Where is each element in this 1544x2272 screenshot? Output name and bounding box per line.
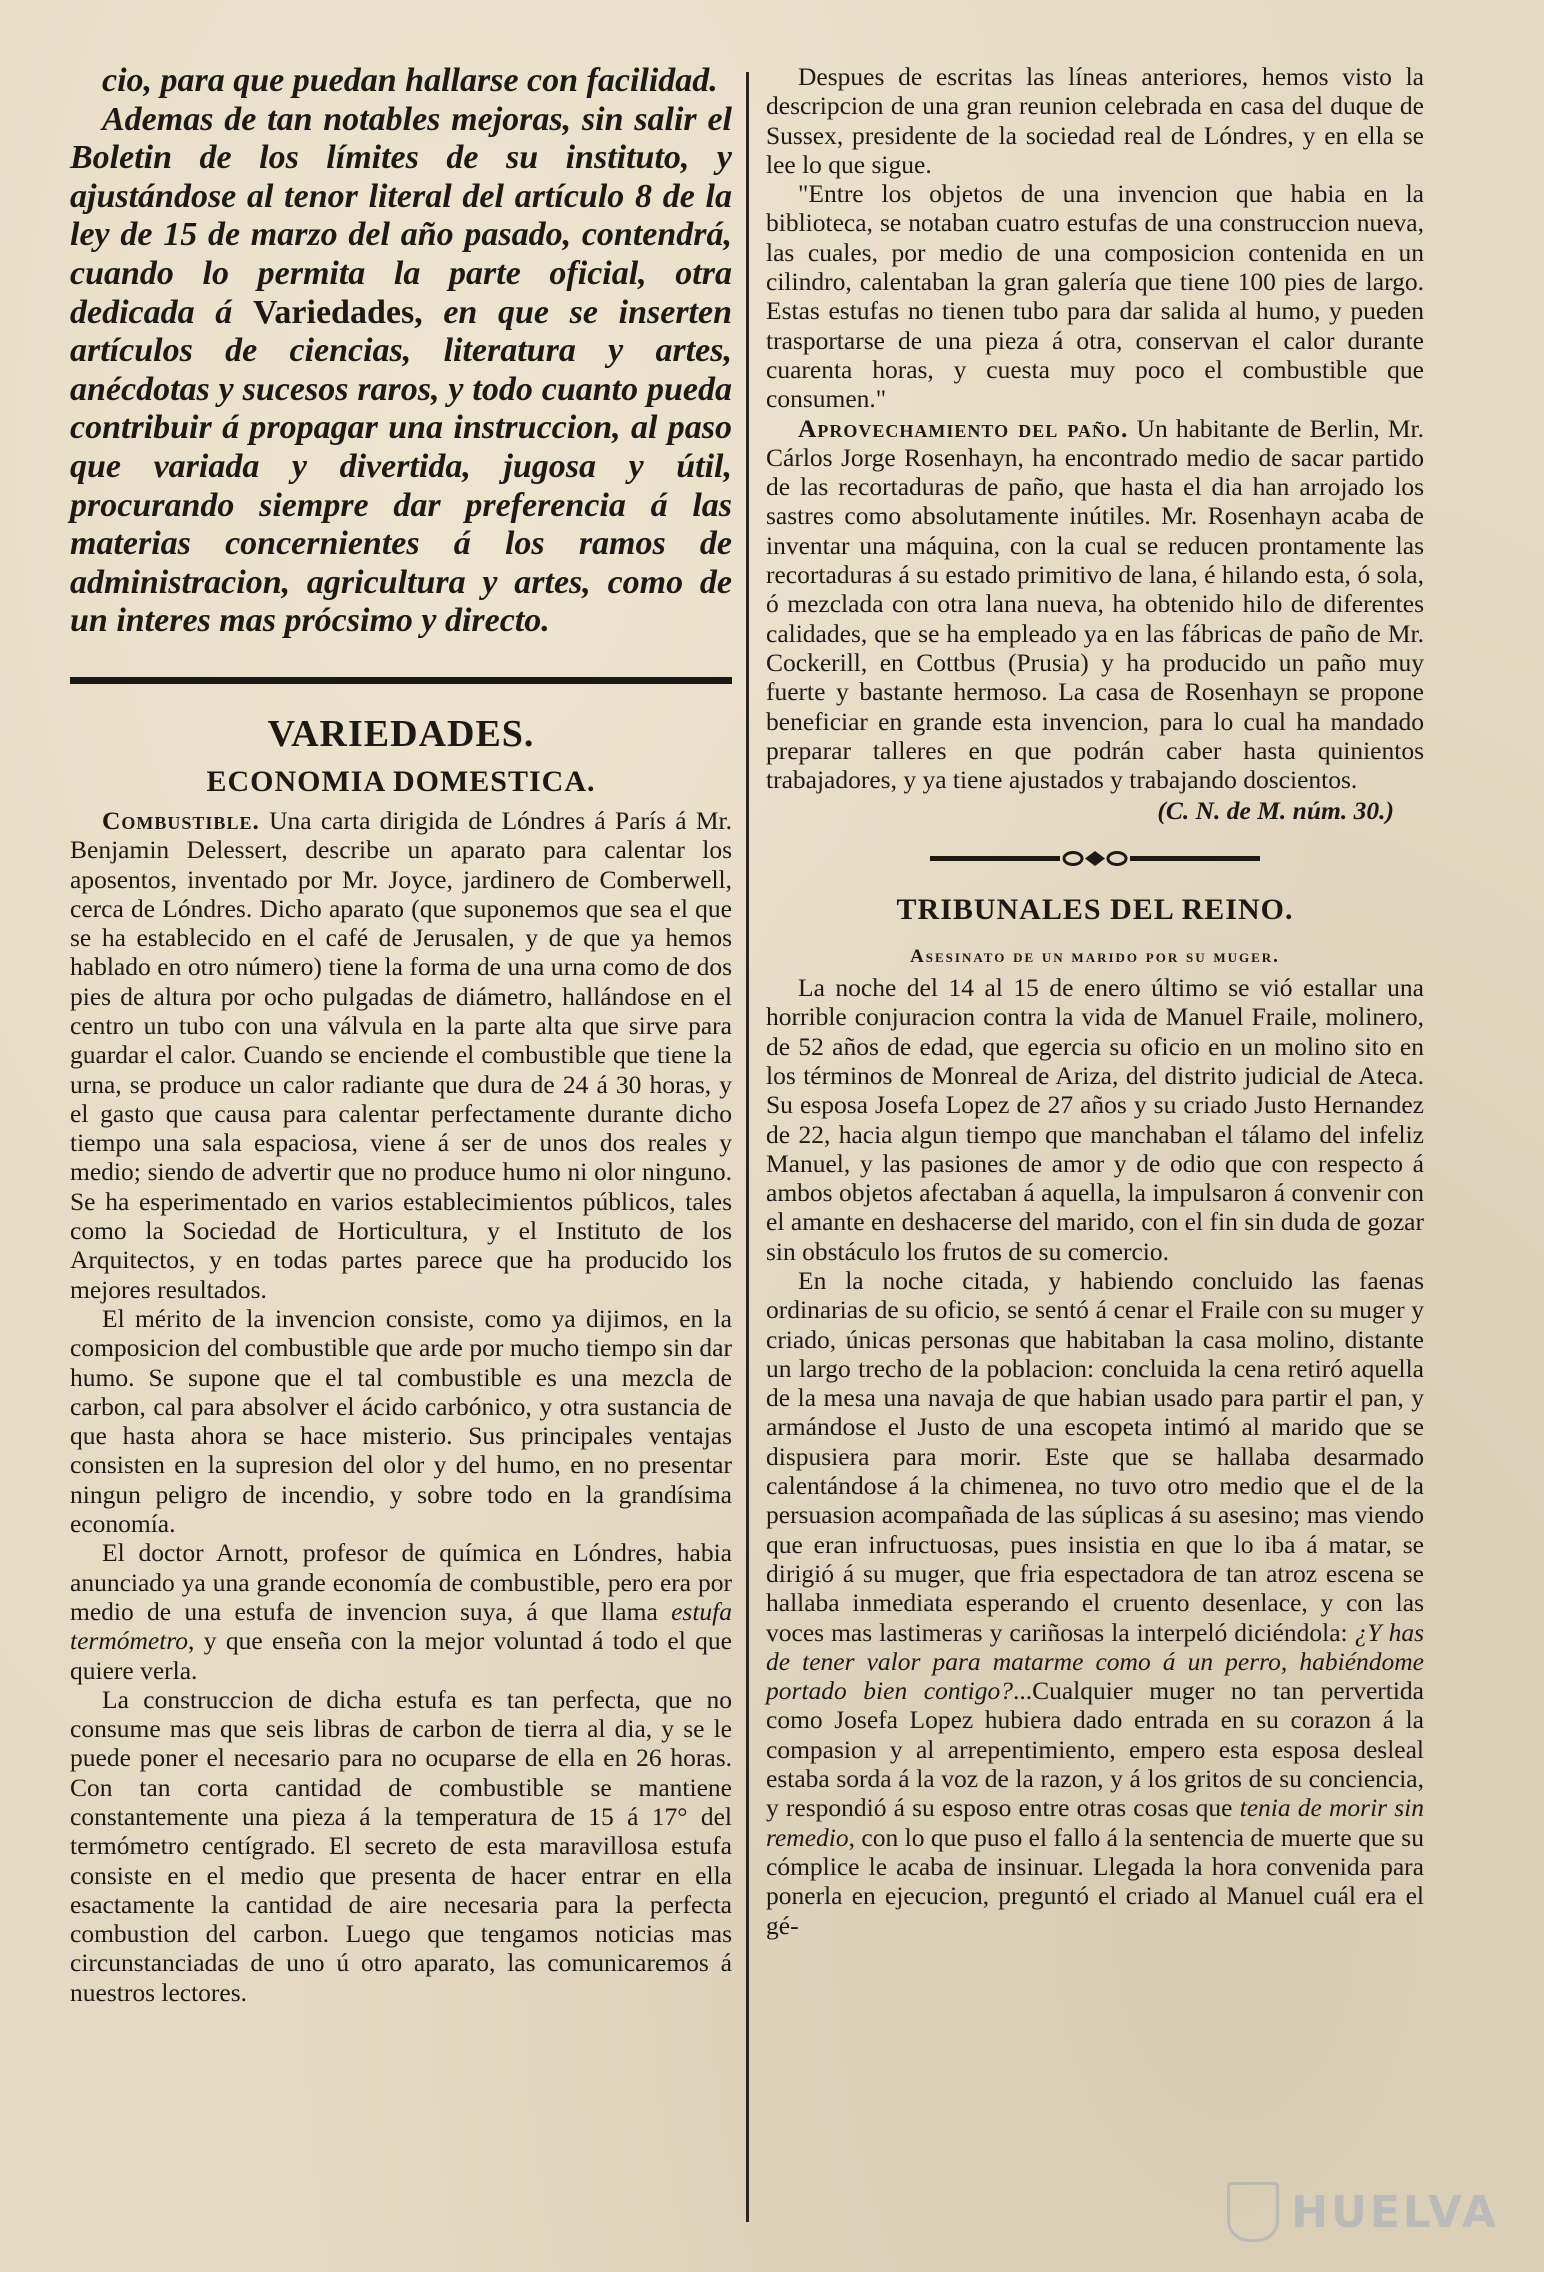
- paragraph-text: , y que enseña con la mejor voluntad á todo el que quiere verla.: [70, 1626, 732, 1685]
- paragraph-arnott: [70, 1538, 732, 1684]
- ornament-icon: [930, 848, 1260, 870]
- section-title-tribunales: TRIBUNALES DEL REINO.: [896, 892, 1294, 926]
- paragraph-combustible: [70, 806, 732, 1304]
- ornament-divider: [930, 848, 1260, 870]
- section-title-variedades: VARIEDADES.: [267, 712, 535, 755]
- subsection-title-economia: ECONOMIA DOMESTICA.: [206, 764, 596, 798]
- intro-variedades: Variedades,: [252, 293, 423, 331]
- paragraph-text: El doctor Arnott, profesor de química en Lóndres, habia anunciado ya una grande economía de combustible, pero era por medio de una estufa de invencion suya, á que llama: [70, 1538, 732, 1626]
- paragraph-text: , con lo que puso el fallo á la sentencia de muerte que su cómplice le acaba de insinuar. Llegada la hora convenida para ponerla en ejecucion, preguntó el criado al Manuel cuál era el gé-: [766, 1822, 1424, 1940]
- column-divider: [746, 72, 749, 2222]
- intro-text: Ademas de tan notables mejoras, sin salir el Boletin de los límites de su instituto, y ajustándose al tenor literal del artículo 8 de la ley de 15 de marzo del año pasado, contendrá, cuando lo permita la parte oficial, otra dedicada á: [70, 100, 732, 331]
- paragraph-despues: Despues de escritas las líneas anteriores, hemos visto la descripcion de una gran reunion celebrada en casa del duque de Sussex, presidente de la sociedad real de Lóndres, y en ella se lee lo que sigue.: [766, 62, 1424, 179]
- paragraph-text: En la noche citada, y habiendo concluido las faenas ordinarias de su oficio, se sentó á cenar el Fraile con su muger y criado, únicas personas que habitaban la casa molino, distante un largo trecho de la poblacion: concluida la cena retiró aquella de la mesa una navaja de que habian usado para partir el pan, y armándose el Justo de una escopeta intimó al marido que se dispusiera para morir. Este que se hallaba desarmado calentándose á la chimenea, no tuvo otro medio que el de la persuasion acompañada de las súplicas á su asesino; mas viendo que eran infructuosas, pues insistia en que lo iba á matar, se dirigió á su muger, que fria espectadora de tan atroz escena se hallaba inmediata esperando el cruento desenlace, y con las voces mas lastimeras y cariñosas la interpeló diciéndola:: [766, 1265, 1424, 1647]
- right-column: [766, 62, 1424, 1940]
- lead-aprovechamiento: Aprovechamiento del paño.: [798, 413, 1129, 443]
- paragraph-quote-estufas: "Entre los objetos de una invencion que habia en la biblioteca, se notaban cuatro estufas de una construccion nueva, las cuales, por medio de una composicion contenida en un cilindro, calentaban la gran galería que tiene 100 pies de largo. Estas estufas no tienen tubo para dar salida al humo, y pueden trasportarse de una pieza á otra, conservan el calor durante cuarenta horas, y cuesta muy poco el combustible que consumen.": [766, 179, 1424, 414]
- paragraph-noche: La noche del 14 al 15 de enero último se vió estallar una horrible conjuracion contra la vida de Manuel Fraile, molinero, de 52 años de edad, que egercia su oficio en un molino sito en los términos de Monreal de Ariza, del distrito judicial de Ateca. Su esposa Josefa Lopez de 27 años y su criado Justo Hernandez de 22, hacia algun tiempo que manchaban el tálamo del infeliz Manuel, y las pasiones de amor y de odio que con respecto á ambos objetos afectaban á aquella, la impulsaron á convenir con el amante en deshacerse del marido, con el fin sin duda de gozar sin obstáculo los frutos de su comercio.: [766, 973, 1424, 1266]
- paragraph-construccion: La construccion de dicha estufa es tan perfecta, que no consume mas que seis libras de carbon de tierra al dia, y se le puede poner el necesario para no ocuparse de ella en 26 horas. Con tan corta cantidad de combustible se mantiene constantemente una pieza á la temperatura de 15 á 17° del termómetro centígrado. El secreto de esta maravillosa estufa consiste en el medio que presenta de hacer entrar en ella esactamente la cantidad de aire necesaria para la perfecta combustion del carbon. Luego que tengamos noticias mas circunstanciadas de uno ú otro aparato, las comunicaremos á nuestros lectores.: [70, 1684, 732, 2007]
- estufa-termometro: estufa termómetro: [70, 1596, 733, 1656]
- paragraph-text: ...Cualquier muger no tan pervertida como Josefa Lopez hubiera dado entrada en su corazon á la compasion y al arrepentimiento, empero esta esposa desleal estaba sorda á la voz de la razon, y á los gritos de su conciencia, y respondió á su esposo entre otras cosas que: [766, 1676, 1424, 1823]
- intro-text-end: en que se inserten artículos de ciencias, literatura y artes, anécdotas y sucesos raros, y todo cuanto pueda contribuir á propagar una instruccion, al paso que variada y divertida, jugosa y útil, procurando siempre dar preferencia á las materias concernientes á los ramos de administracion, agricultura y artes, como de un interes mas prócsimo y directo.: [70, 293, 733, 640]
- subsection-asesinato: Asesinato de un marido por su muger.: [910, 945, 1280, 967]
- quote-morir: tenia de morir sin remedio: [766, 1793, 1424, 1852]
- paragraph-citada: [766, 1266, 1424, 1940]
- paragraph-text: Un habitante de Berlin, Mr. Cárlos Jorge Rosenhayn, ha encontrado medio de sacar partido de las recortaduras de paño, que hasta el dia han arrojado los sastres como absolutamente inútiles. Mr. Rosenhayn acaba de inventar una máquina, con la cual se reducen prontamente las recortaduras á su estado primitivo de lana, é hilando esta, ó sola, ó mezclada con otra lana nueva, ha obtenido hilo de diferentes calidades, que se ha empleado ya en las fábricas de paño de Mr. Cockerill, en Cottbus (Prusia) y ha producido un paño muy fuerte y bastante hermoso. La casa de Rosenhayn se propone beneficiar en grande esta invencion, para lo cual ha mandado preparar talleres en que podrán caber hasta quinientos trabajadores, y ya tiene ajustados y trabajando doscientos.: [766, 413, 1425, 795]
- watermark-text: HUELVA: [1291, 2186, 1499, 2238]
- library-watermark: [1227, 2182, 1499, 2242]
- paragraph-text: Una carta dirigida de Lóndres á París á Mr. Benjamin Delessert, describe un aparato para calentar los aposentos, inventado por Mr. Joyce, jardinero de Comberwell, cerca de Lóndres. Dicho aparato (que suponemos que sea el que se ha establecido en el café de Jerusalen, y de que ya hemos hablado en otro número) tiene la forma de una urna como de dos pies de altura por ocho pulgadas de diámetro, hallándose en el centro un tubo con una válvula en la parte alta que sirve para guardar el calor. Cuando se enciende el combustible que tiene la urna, se produce un calor radiante que dura de 24 á 30 horas, y el gasto que causa para calentar perfectamente durante dicho tiempo una sala espaciosa, viene á ser de unos dos reales y medio; siendo de advertir que no produce humo ni olor ninguno. Se ha esperimentado en varios establecimientos públicos, tales como la Sociedad de Horticultura, y el Instituto de los Arquitectos, y en todas partes parece que ha producido los mejores resultados.: [70, 805, 733, 1304]
- left-column: [70, 62, 732, 2007]
- lead-combustible: Combustible.: [102, 805, 260, 835]
- quote-matarme: ¿Y has de tener valor para matarme como á un perro, habiéndome portado bien contigo?: [766, 1617, 1425, 1706]
- paragraph-pano: [766, 414, 1424, 795]
- section-divider: [70, 677, 732, 684]
- paragraph-merito: El mérito de la invencion consiste, como ya dijimos, en la composicion del combustible que arde por mucho tiempo sin dar humo. Se supone que el tal combustible es una mezcla de carbon, cal para absolver el ácido carbónico, y otra sustancia de que hasta ahora se hace misterio. Sus principales ventajas consisten en la supresion del olor y del humo, en no presentar ningun peligro de incendio, y sobre todo en la grandísima economía.: [70, 1303, 732, 1539]
- shield-icon: [1227, 2182, 1279, 2242]
- citation: (C. N. de M. núm. 30.): [1157, 796, 1394, 826]
- intro-line-1: cio, para que puedan hallarse con facilidad.: [102, 62, 718, 99]
- intro-paragraph: [70, 62, 732, 641]
